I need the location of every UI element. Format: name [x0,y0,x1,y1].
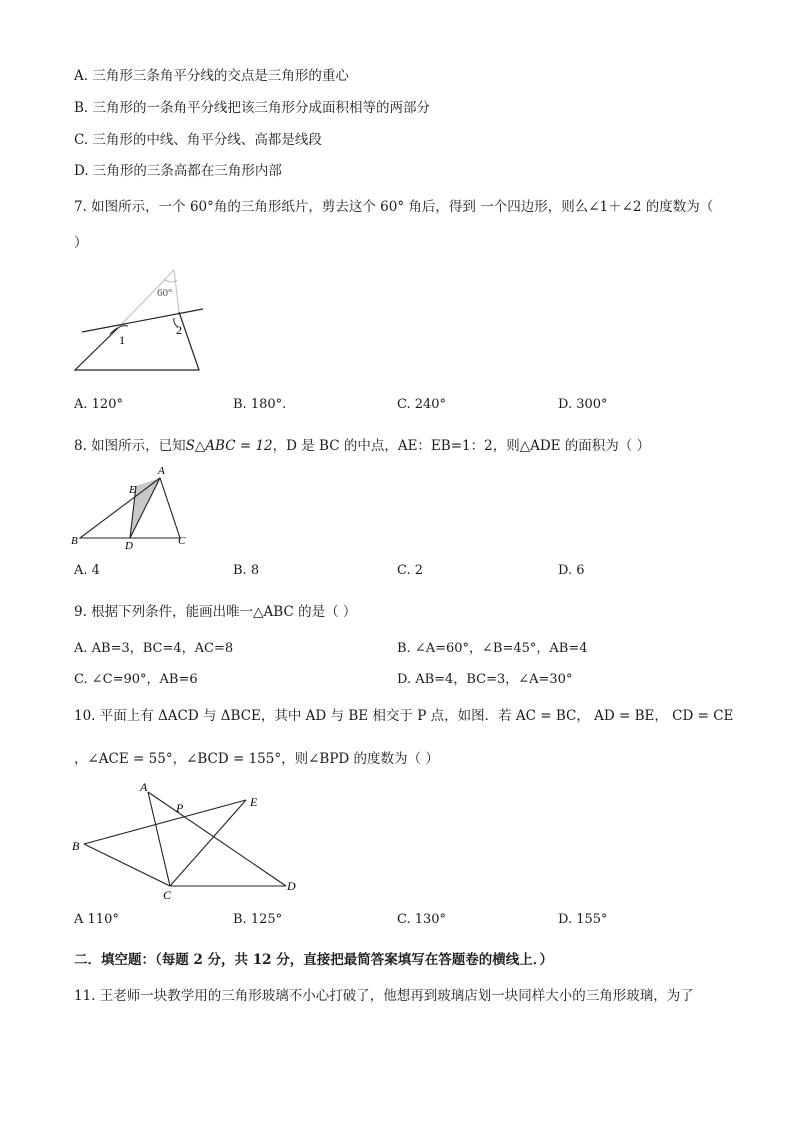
q7-option-a: A. 120° [74,397,123,412]
q10-segment-bc [84,844,170,886]
q10-label-b: B [72,839,80,853]
q10-line2: ，∠ACE = 55°，∠BCD = 155°，则∠BPD 的度数为（ ） [74,751,439,767]
q7-option-d: D. 300° [558,397,608,412]
q9-option-a: A. AB=3，BC=4，AC=8 [74,641,234,656]
q9-stem: 9. 根据下列条件，能画出唯一△ABC 的是（ ） [74,604,357,620]
q8-area-expr: S△ABC = 12 [185,438,273,454]
q6-option-d: D. 三角形的三条高都在三角形内部 [74,163,282,179]
q8-label-b: B [71,535,78,547]
q10-label-e: E [250,795,258,809]
q7-option-b: B. 180°. [233,397,287,412]
q10-option-d: D. 155° [558,912,608,927]
q8-option-a: A. 4 [74,563,100,578]
q7-figure [70,266,215,376]
q7-stem: 7. 如图所示，一个 60°角的三角形纸片，剪去这个 60° 角后，得到 一个四边形，则么∠1＋∠2 的度数为（ [74,199,714,215]
q11-stem: 11. 王老师一块教学用的三角形玻璃不小心打破了，他想再到玻璃店划一块同样大小的三角形玻璃，为了 [74,988,694,1004]
q8-label-e: E [129,484,136,496]
q10-option-a: A 110° [74,912,119,927]
q10-figure [66,778,306,904]
q10-segment-ad [148,792,286,886]
q10-option-c: C. 130° [397,912,447,927]
q10-segment-be [84,800,246,844]
q10-option-b: B. 125° [233,912,283,927]
q7-stem-end: ） [74,235,88,251]
q6-option-c: C. 三角形的中线、角平分线、高都是线段 [74,132,322,148]
q10-segment-ac [148,792,170,886]
q7-angle-label: 60° [157,287,173,299]
q9-option-d: D. AB=4，BC=3，∠A=30° [397,672,573,687]
q9-option-b: B. ∠A=60°，∠B=45°，AB=4 [397,641,588,656]
q10-label-a: A [140,780,148,794]
q9-option-c: C. ∠C=90°，AB=6 [74,672,198,687]
q7-option-c: C. 240° [397,397,447,412]
q8-stem-pre: 8. 如图所示，已知 [74,438,186,454]
q6-option-a: A. 三角形三条角平分线的交点是三角形的重心 [74,68,349,84]
q7-angle2-label: 2 [176,323,182,337]
q8-label-c: C [178,535,186,547]
q8-stem [74,437,650,455]
q8-figure [68,462,194,550]
q8-option-c: C. 2 [397,563,424,578]
q10-label-c: C [163,888,172,902]
q8-stem-post: ，D 是 BC 的中点，AE：EB=1：2，则△ADE 的面积为（ ） [272,438,651,454]
q7-quadrilateral [75,312,199,370]
q6-option-b: B. 三角形的一条角平分线把该三角形分成面积相等的两部分 [74,100,431,116]
q10-label-p: P [176,801,184,815]
q7-cut-corner-right [174,270,179,312]
q10-line1: 10. 平面上有 ΔACD 与 ΔBCE，其中 AD 与 BE 相交于 P 点，如图．若 AC = BC， AD = BE， CD = CE [74,708,734,724]
q8-label-a: A [158,465,165,477]
q8-option-d: D. 6 [558,563,585,578]
q8-option-b: B. 8 [233,563,260,578]
section2-heading: 二．填空题：（每题 2 分，共 12 分，直接把最简答案填写在答题卷的横线上．） [74,952,553,968]
q8-label-d: D [125,540,133,550]
q7-angle1-label: 1 [119,333,125,347]
q10-label-d: D [287,879,296,893]
